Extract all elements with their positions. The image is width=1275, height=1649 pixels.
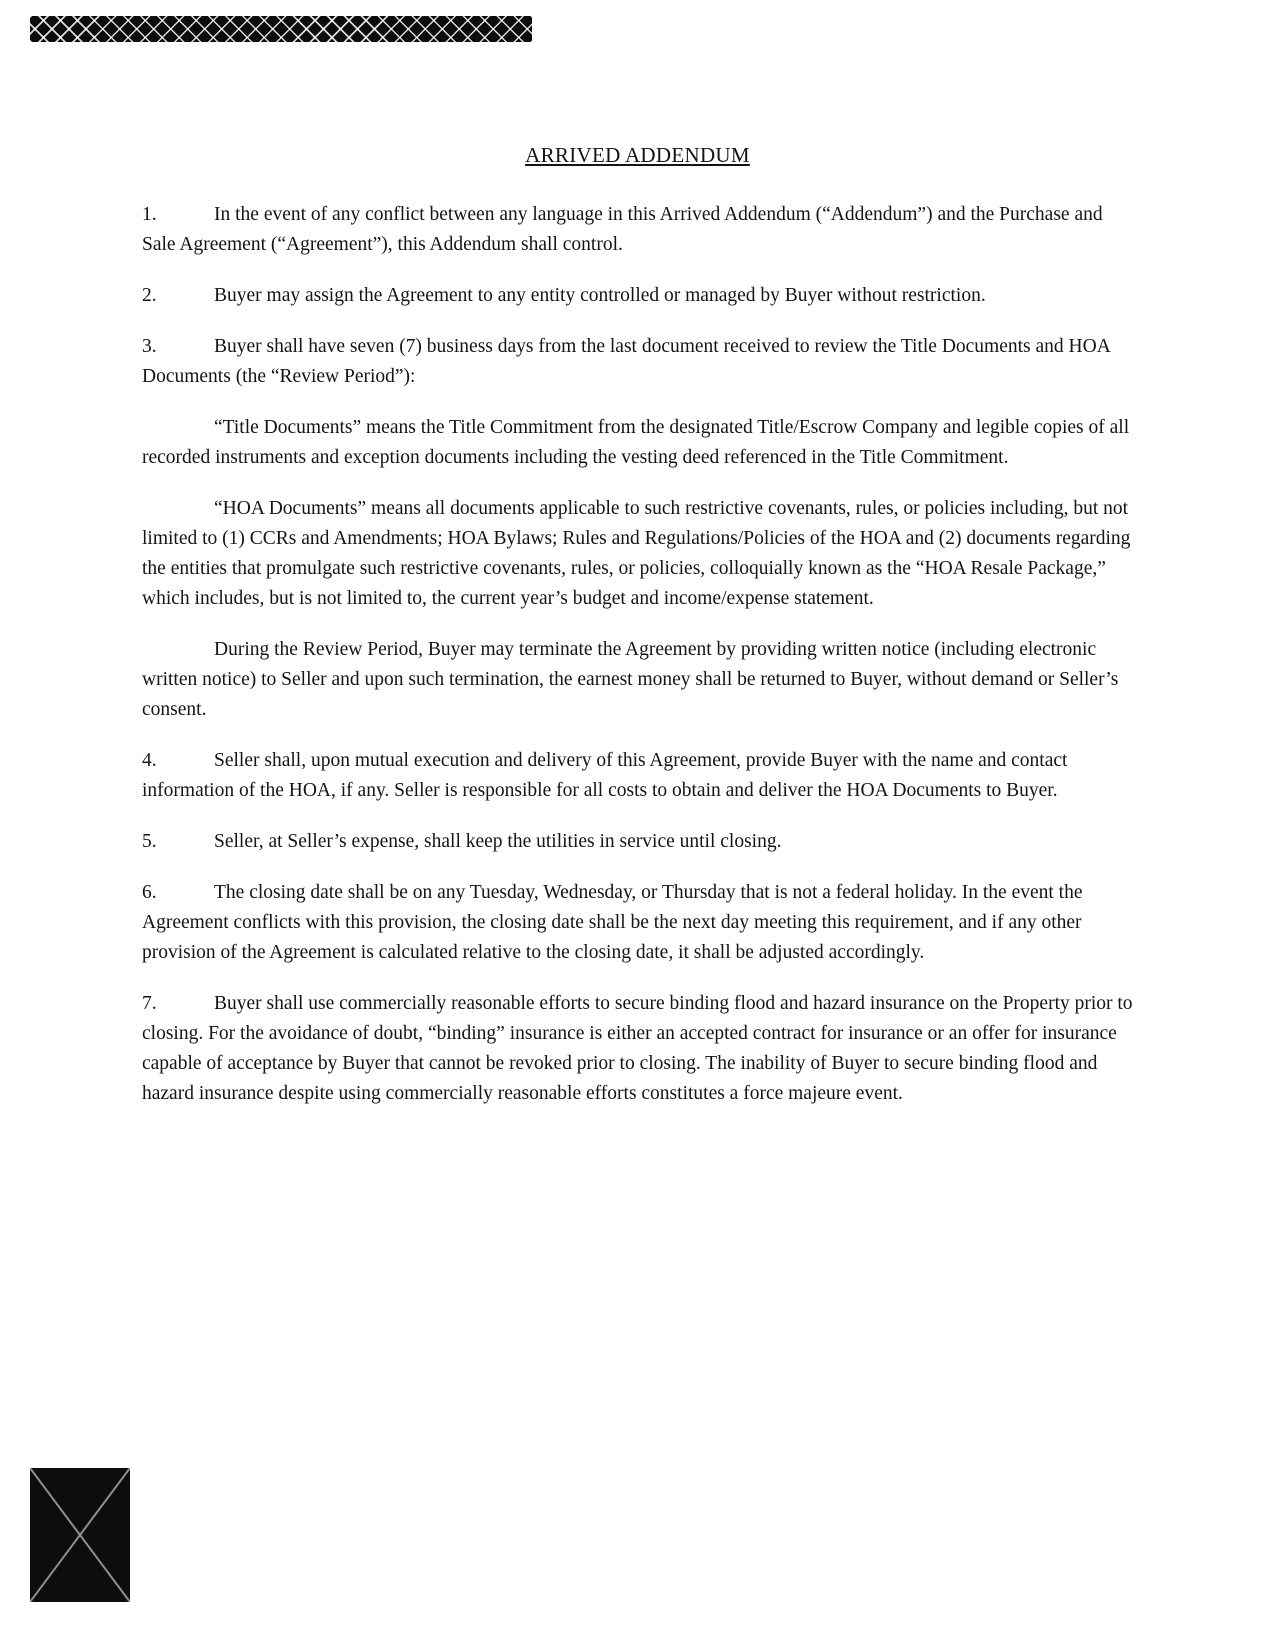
paragraph-text: During the Review Period, Buyer may terminate the Agreement by providing written notice (including electronic written notice) to Seller and upon such termination, the earnest money shall be returned to Buyer, without demand or Seller’s consent. bbox=[142, 639, 1119, 720]
paragraph bbox=[142, 332, 1133, 392]
paragraph-number: 4. bbox=[142, 750, 157, 771]
paragraph bbox=[142, 281, 1133, 311]
paragraph-text: Seller, at Seller’s expense, shall keep the utilities in service until closing. bbox=[214, 831, 782, 852]
redaction-bar bbox=[30, 16, 532, 42]
paragraph-text: Buyer shall have seven (7) business days from the last document received to review the Title Documents and HOA Documents (the “Review Period”): bbox=[142, 336, 1110, 387]
paragraph-text: In the event of any conflict between any language in this Arrived Addendum (“Addendum”) and the Purchase and Sale Agreement (“Agreement”), this Addendum shall control. bbox=[142, 204, 1103, 255]
paragraph-number: 2. bbox=[142, 285, 157, 306]
paragraph-text: Buyer may assign the Agreement to any entity controlled or managed by Buyer without restriction. bbox=[214, 285, 986, 306]
paragraph-text: Buyer shall use commercially reasonable efforts to secure binding flood and hazard insurance on the Property prior to closing. For the avoidance of doubt, “binding” insurance is either an accepted contract for insurance or an offer for insurance capable of acceptance by Buyer that cannot be revoked prior to closing. The inability of Buyer to secure binding flood and hazard insurance despite using commercially reasonable efforts constitutes a force majeure event. bbox=[142, 993, 1133, 1104]
paragraph bbox=[142, 827, 1133, 857]
paragraph bbox=[142, 200, 1133, 260]
paragraph-number: 6. bbox=[142, 882, 157, 903]
paragraph-number: 3. bbox=[142, 336, 157, 357]
paragraph-text: “HOA Documents” means all documents applicable to such restrictive covenants, rules, or policies including, but not limited to (1) CCRs and Amendments; HOA Bylaws; Rules and Regulations/Policies of the HOA and (2) documents regarding the entities that promulgate such restrictive covenants, rules, or policies, colloquially known as the “HOA Resale Package,” which includes, but is not limited to, the current year’s budget and income/expense statement. bbox=[142, 498, 1131, 609]
document-body bbox=[142, 200, 1133, 1109]
paragraph bbox=[142, 878, 1133, 968]
document-title: ARRIVED ADDENDUM bbox=[525, 143, 750, 167]
paragraph-text: The closing date shall be on any Tuesday, Wednesday, or Thursday that is not a federal holiday. In the event the Agreement conflicts with this provision, the closing date shall be the next day meeting this requirement, and if any other provision of the Agreement is calculated relative to the closing date, it shall be adjusted accordingly. bbox=[142, 882, 1083, 963]
paragraph-number: 1. bbox=[142, 204, 157, 225]
redacted-corner-box bbox=[30, 1468, 130, 1602]
document-content bbox=[0, 143, 1275, 1109]
paragraph bbox=[142, 746, 1133, 806]
paragraph bbox=[142, 989, 1133, 1109]
paragraph-number: 5. bbox=[142, 831, 157, 852]
paragraph-text: “Title Documents” means the Title Commitment from the designated Title/Escrow Company and legible copies of all recorded instruments and exception documents including the vesting deed referenced in the Title Commitment. bbox=[142, 417, 1130, 468]
paragraph bbox=[142, 635, 1133, 725]
paragraph bbox=[142, 413, 1133, 473]
paragraph bbox=[142, 494, 1133, 614]
paragraph-text: Seller shall, upon mutual execution and delivery of this Agreement, provide Buyer with the name and contact information of the HOA, if any. Seller is responsible for all costs to obtain and deliver the HOA Documents to Buyer. bbox=[142, 750, 1068, 801]
paragraph-number: 7. bbox=[142, 993, 157, 1014]
